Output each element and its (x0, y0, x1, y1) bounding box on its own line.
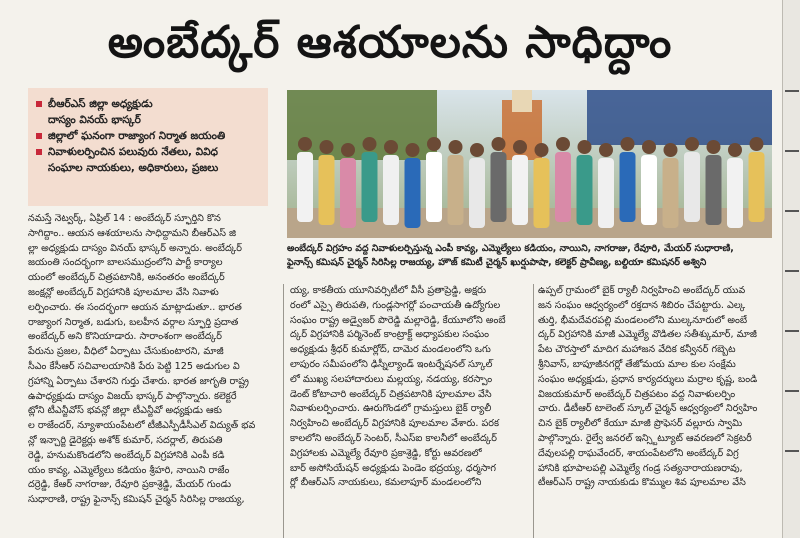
bullet-marker-icon (36, 133, 42, 139)
article-line: హానికి భూపాలపల్లి ఎమ్మెల్యే గండ్ర సత్యనారాయణరావు, (538, 462, 743, 474)
person-figure (641, 155, 657, 225)
summary-bullet-point (36, 128, 260, 144)
article-line: పేట చౌరస్తాలో మాదిగ మహాజన వేదిక కన్వీనర్ గబ్బెట (538, 344, 736, 356)
person-head (578, 140, 592, 154)
person-head (384, 140, 398, 154)
article-line: జయంతి సందర్భంగా బాలసముద్రంలోని పార్టీ కార్యాల (28, 257, 223, 269)
article-line: పేరును ప్రజల, వీధిలో ఏర్పాటు చేసుకుంటారని, మాజీ (28, 346, 224, 358)
article-line: పాల్గొన్నారు. రైల్వే జనరల్ ఇన్స్టిట్యూట్ ఆవరణలో సెక్రటరీ (538, 432, 752, 444)
article-line: బార్ అసోసియేషన్ అధ్యక్షుడు పెండెం భద్రయ్య, ధర్మసాగ (290, 462, 496, 474)
article-line: లో ముఖ్య సలహాదారులు మల్లయ్య, నడయ్య, కరస్పాం (290, 373, 493, 385)
article-line: న్లో ఇన్చార్జి డైరెక్టర్లు అశోక్ కుమార్, సదర్లాల్, తిరుపతి (28, 434, 223, 446)
photo-caption-line: అంబేద్కర్ విగ్రహం వద్ద నివాళులర్పిస్తున్న ఎంపీ కావ్య, ఎమ్మెల్యేలు కడియం, నాయిని, నాగరాజు, రేవూరి, మేయర్ సుధారాణి, (287, 243, 734, 254)
article-line: సీఎం కేసీఆర్ సచివాలయానికి పేరు పెట్టి 125 అడుగుల వి (28, 360, 240, 372)
article-line: లాపురం సమీపంలోని ఢిస్నీల్యాండ్ ఇంటర్నేషనల్ స్కూల్ (290, 358, 493, 370)
news-photo (287, 90, 772, 238)
person-head (556, 137, 570, 151)
person-head (363, 137, 377, 151)
article-line: జన సంఘం ఆధ్వర్యంలో రక్తదాన శిబిరం చేపట్టారు. ఎల్క (538, 299, 746, 311)
article-line: కాలలోని అంబేద్కర్ సెంటర్, సీఎస్ఐ కాలనీలో అంబేద్కర్ (290, 432, 497, 444)
person-head (664, 143, 678, 157)
person-head (341, 143, 355, 157)
person-figure (620, 152, 636, 222)
article-column-1 (28, 212, 278, 538)
person-figure (491, 152, 507, 222)
photo-caption (287, 242, 772, 272)
article-line: ఉప్పల్ గ్రామంలో బైక్ ర్యాలీ నిర్వహించి అంబేద్కర్ యువ (538, 285, 746, 296)
person-head (642, 140, 656, 154)
summary-text: జిల్లాలో ఘనంగా రాజ్యాంగ నిర్మాత జయంతి (48, 130, 226, 142)
person-head (685, 137, 699, 151)
article-column-3 (538, 284, 776, 538)
article-line: విజయకుమార్ అంబేద్కర్ చిత్రపటం వద్ద నివాళులర్పిం (538, 388, 736, 400)
article-line: లర్పించారు. ఈ సందర్భంగా ఆయన మాట్లాడుతూ.. భారత (28, 301, 242, 313)
adjacent-page-edge (782, 0, 800, 538)
person-figure (577, 155, 593, 225)
bullet-marker-icon (36, 101, 42, 107)
person-figure (319, 155, 335, 225)
person-figure (555, 152, 571, 222)
column-divider (533, 284, 534, 538)
article-line: సుధారాణి, రాష్ట్ర ఫైనాన్స్ కమిషన్ చైర్మన్ సిరిసిల్ల రాజయ్య, (28, 494, 245, 506)
person-figure (426, 152, 442, 222)
article-line: రాజ్యాంగ నిర్మాత, బడుగు, బలహీన వర్గాల స్ఫూర్తి ప్రదాత (28, 316, 239, 328)
person-figure (405, 158, 421, 228)
person-figure (727, 158, 743, 228)
person-figure (383, 155, 399, 225)
person-figure (663, 158, 679, 228)
article-line: ట్లోని టీఎన్జీవోస్ భవన్లో జిల్లా టీఎన్జీవో అధ్యక్షుడు ఆకు (28, 405, 223, 417)
article-line: ద్కర్ విగ్రహానికి మాజీ ఎమ్మెల్యే వొడితల సతీశ్కుమార్, మాజీ (538, 329, 757, 341)
person-head (599, 143, 613, 157)
summary-text: బీఆర్ఎస్ జిల్లా అధ్యక్షుడు (48, 98, 153, 110)
person-head (406, 143, 420, 157)
article-line: యం కావ్య, ఎమ్మెల్యేలు కడియం శ్రీహరి, నాయిని రాజేం (28, 464, 230, 476)
person-head (470, 143, 484, 157)
article-line: సంఘం రాష్ట్ర అడ్వైజర్ పొరెడ్డి మల్లారెడ్డి, కేయూలోని అంబే (290, 314, 506, 326)
person-figure (749, 152, 765, 222)
summary-box (28, 88, 268, 206)
person-head (707, 140, 721, 154)
article-line: నివాళులర్పించారు. ఊరుగొండలో గ్రామస్తులు బైక్ ర్యాలీ (290, 403, 492, 415)
article-line: చిన బైక్ ర్యాలీలో కేయూ మాజీ ప్రొఫెసర్ వల్లూరు స్వామి (538, 418, 743, 430)
summary-bullet-continuation (36, 112, 260, 128)
person-figure (297, 152, 313, 222)
article-line: జంక్షన్లో అంబేద్కర్ విగ్రహానికి పూలమాల వేసి నివాళు (28, 286, 219, 298)
article-line: ల రాజేందర్, న్యూశాయంపేటలో టీజీఎస్పీడీసీఎల్ విద్యుత్ భవ (28, 420, 256, 432)
article-line: గ్రహాన్ని ఏర్పాటు చేశారని గుర్తు చేశారు. భారత జాగృతి రాష్ట్ర (28, 375, 249, 387)
person-figure (512, 155, 528, 225)
article-line: రంలో ఎస్సై తిరుపతి, గుండ్లసాగర్లో పంచాయతీ ఉద్యోగుల (290, 299, 501, 311)
article-line: నమస్తే నెట్వర్క్, ఏప్రిల్ 14 : అంబేద్కర్ స్ఫూర్తిని కొన (28, 213, 221, 224)
person-head (535, 143, 549, 157)
headline: అంబేద్కర్ ఆశయాలను సాధిద్దాం (107, 17, 673, 68)
person-head (621, 137, 635, 151)
person-head (427, 137, 441, 151)
person-head (750, 137, 764, 151)
article-line: విగ్రహాలకు ఎమ్మెల్యే రేవూరి ప్రకాశ్రెడ్డి, కోర్టు ఆవరణలో (290, 447, 482, 459)
article-line: యంలో అంబేద్కర్ చిత్రపటానికి, అనంతరం అంబేద్కర్ (28, 272, 225, 284)
article-column-2 (290, 284, 530, 538)
person-head (728, 143, 742, 157)
article-line: య్య, కాకతీయ యూనివర్సిటీలో వీసీ ప్రతాప్రెడ్డి, అక్షరు (290, 285, 487, 296)
article-line: తుర్తి, భీమదేవరపల్లి మండలంలోని ముల్కనూరులో అంబే (538, 314, 748, 326)
article-line: ద్కర్ విగ్రహానికి పర్మినెంట్ కాంట్రాక్ట్ అధ్యాపకుల సంఘం (290, 329, 490, 341)
person-head (513, 140, 527, 154)
person-figure (340, 158, 356, 228)
person-figure (534, 158, 550, 228)
article-line: ర్లో బీఆర్ఎస్ నాయకులు, కమలాపూర్ మండలంలోని (290, 477, 482, 489)
article-line: దేవులపల్లి రాఘవేందర్, శాయంపేటలోని అంబేద్కర్ విగ్ర (538, 447, 739, 459)
article-line: అంబేద్కర్ అని కొనియాడారు. సారాంశంగా అంబేద్కర్ (28, 331, 222, 343)
article-line: ల్లా అధ్యక్షుడు దాస్యం వినయ్ భాస్కర్ అన్నారు. అంబేద్కర్ (28, 242, 242, 254)
article-line: టీఆర్ఎస్ రాష్ట్ర నాయకుడు కొమ్ముల శివ పూలమాల వేసి (538, 477, 746, 489)
person-head (492, 137, 506, 151)
summary-text: సంఘాల నాయకులు, అధికారులు, ప్రజలు (48, 162, 219, 174)
article-line: సాగిద్దాం.. ఆయన ఆశయాలను సాధిద్దామని బీఆర్ఎస్ జి (28, 227, 237, 239)
summary-bullet-continuation (36, 160, 260, 176)
summary-bullet-point (36, 96, 260, 112)
bullet-marker-icon (36, 149, 42, 155)
person-figure (706, 155, 722, 225)
article-line: ఉపాధ్యక్షుడు దాస్యం విజయ్ భాస్కర్ పాల్గొన్నారు. కలెక్టరే (28, 390, 237, 402)
person-figure (598, 158, 614, 228)
article-line: నిర్వహించి అంబేద్కర్ విగ్రహానికి పూలమాల వేశారు. పరక (290, 418, 499, 430)
person-head (449, 140, 463, 154)
article-line: చారు. డీటీఆర్ టాలెంట్ స్కూల్ చైర్మన్ ఆధ్వర్యంలో నిర్వహిం (538, 403, 758, 415)
person-figure (362, 152, 378, 222)
person-figure (448, 155, 464, 225)
person-figure (684, 152, 700, 222)
article-line: డెంట్ కోటాచారి అంబేద్కర్ చిత్రపటానికి పూలమాల వేసి (290, 388, 492, 400)
article-line: అధ్యక్షుడు శ్రీధర్ కుమార్లోద్, దామెర మండలంలోని ఒగు (290, 344, 491, 356)
article-line: దర్రెడ్డి, కేఆర్ నాగరాజు, రేవూరి ప్రకాశ్రెడ్డి, మేయర్ గుండు (28, 479, 232, 491)
crowd-photo-illustration (287, 90, 772, 238)
column-divider (283, 284, 284, 538)
summary-text: నివాళులర్పించిన పలువురు నేతలు, వివిధ (48, 146, 218, 158)
summary-text: దాస్యం వినయ్ భాస్కర్ (48, 114, 141, 126)
person-head (298, 137, 312, 151)
person-head (320, 140, 334, 154)
summary-bullet-point (36, 144, 260, 160)
article-line: రెడ్డి, హనుమకొండలోని అంబేద్కర్ విగ్రహానికి ఎంపీ కడి (28, 449, 225, 461)
article-line: శ్రీనివాస్, బాపూజీనగర్లో తేజోమయ మాల కుల సంక్షేమ (538, 358, 736, 370)
photo-caption-line: ఫైనాన్స్ కమిషన్ చైర్మన్ సిరిసిల్ల రాజయ్య, హౌజ్ కమిటీ చైర్మన్ ఖుర్షుపాషా, కలెక్టర్ ప్రావీణ్య, బల్దియా కమిషనర్ అశ్విని (287, 257, 707, 268)
person-figure (469, 158, 485, 228)
article-line: సంఘం అధ్యక్షుడు, ప్రధాన కార్యదర్శులు మర్రాల కృష్ణ, బండి (538, 373, 758, 385)
